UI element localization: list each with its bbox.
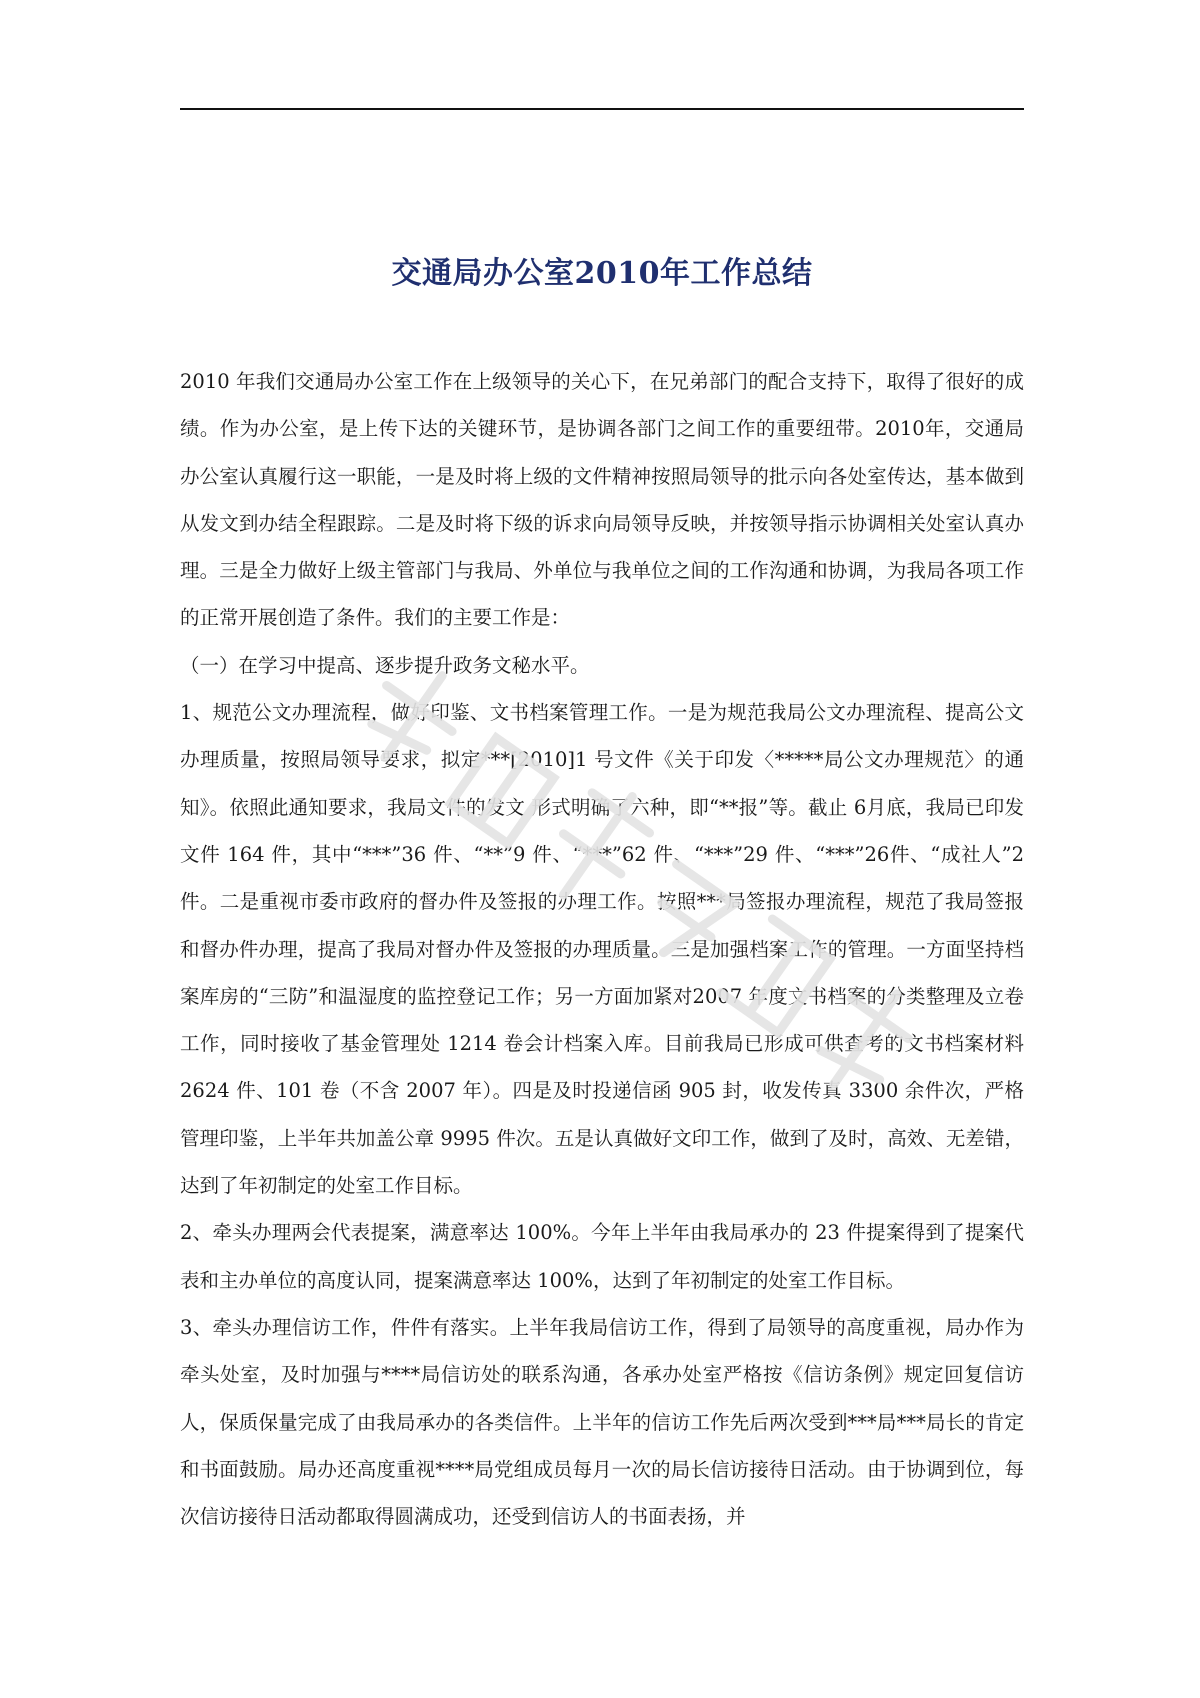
intro-paragraph: 2010 年我们交通局办公室工作在上级领导的关心下，在兄弟部门的配合支持下，取得了很好的成绩。作为办公室，是上传下达的关键环节，是协调各部门之间工作的重要纽带。2010年，交通局办公室认真履行这一职能，一是及时将上级的文件精神按照局领导的批示向各处室传达，基本做到从发文到办结全程跟踪。二是及时将下级的诉求向局领导反映，并按领导指示协调相关处室认真办理。三是全力做好上级主管部门与我局、外单位与我单位之间的工作沟通和协调，为我局各项工作的正常开展创造了条件。我们的主要工作是：: [180, 370, 1024, 630]
header-rule: [180, 108, 1024, 110]
section-heading-1: （一）在学习中提高、逐步提升政务文秘水平。: [180, 653, 590, 677]
document-title: 交通局办公室2010年工作总结: [391, 256, 813, 291]
item-3-paragraph: 3、牵头办理信访工作，件件有落实。上半年我局信访工作，得到了局领导的高度重视，局办作为牵头处室，及时加强与****局信访处的联系沟通，各承办处室严格按《信访条例》规定回复信访人，保质保量完成了由我局承办的各类信件。上半年的信访工作先后两次受到***局***局长的肯定和书面鼓励。局办还高度重视****局党组成员每月一次的局长信访接待日活动。由于协调到位，每次信访接待日活动都取得圆满成功，还受到信访人的书面表扬，并: [180, 1315, 1024, 1529]
item-2-paragraph: 2、牵头办理两会代表提案，满意率达 100%。今年上半年由我局承办的 23 件提案得到了提案代表和主办单位的高度认同，提案满意率达 100%，达到了年初制定的处室工作目标。: [180, 1221, 1024, 1292]
item-1-paragraph: 1、规范公文办理流程，做好印鉴、文书档案管理工作。一是为规范我局公文办理流程、提高公文办理质量，按照局领导要求，拟定***[2010]1 号文件《关于印发〈*****局公文办理规范〉的通知》。依照此通知要求，我局文件的发文 形式明确了六种，即“**报”等。截止 6月底，我局已印发文件 164 件，其中“***”36 件、“**”9 件、“***”62 件、“***”29 件、“***”26件、“成社人”2 件。二是重视市委市政府的督办件及签报的办理工作。按照***局签报办理流程，规范了我局签报和督办件办理，提高了我局对督办件及签报的办理质量。三是加强档案工作的管理。一方面坚持档案库房的“三防”和温湿度的监控登记工作；另一方面加紧对2007 年度文书档案的分类整理及立卷工作，同时接收了基金管理处 1214 卷会计档案入库。目前我局已形成可供查考的文书档案材料 2624 件、101 卷（不含 2007 年）。四是及时投递信函 905 封，收发传真 3300 余件次，严格管理印鉴，上半年共加盖公章 9995 件次。五是认真做好文印工作，做到了及时，高效、无差错，达到了年初制定的处室工作目标。: [180, 701, 1024, 1198]
document-body: [180, 358, 1024, 1540]
